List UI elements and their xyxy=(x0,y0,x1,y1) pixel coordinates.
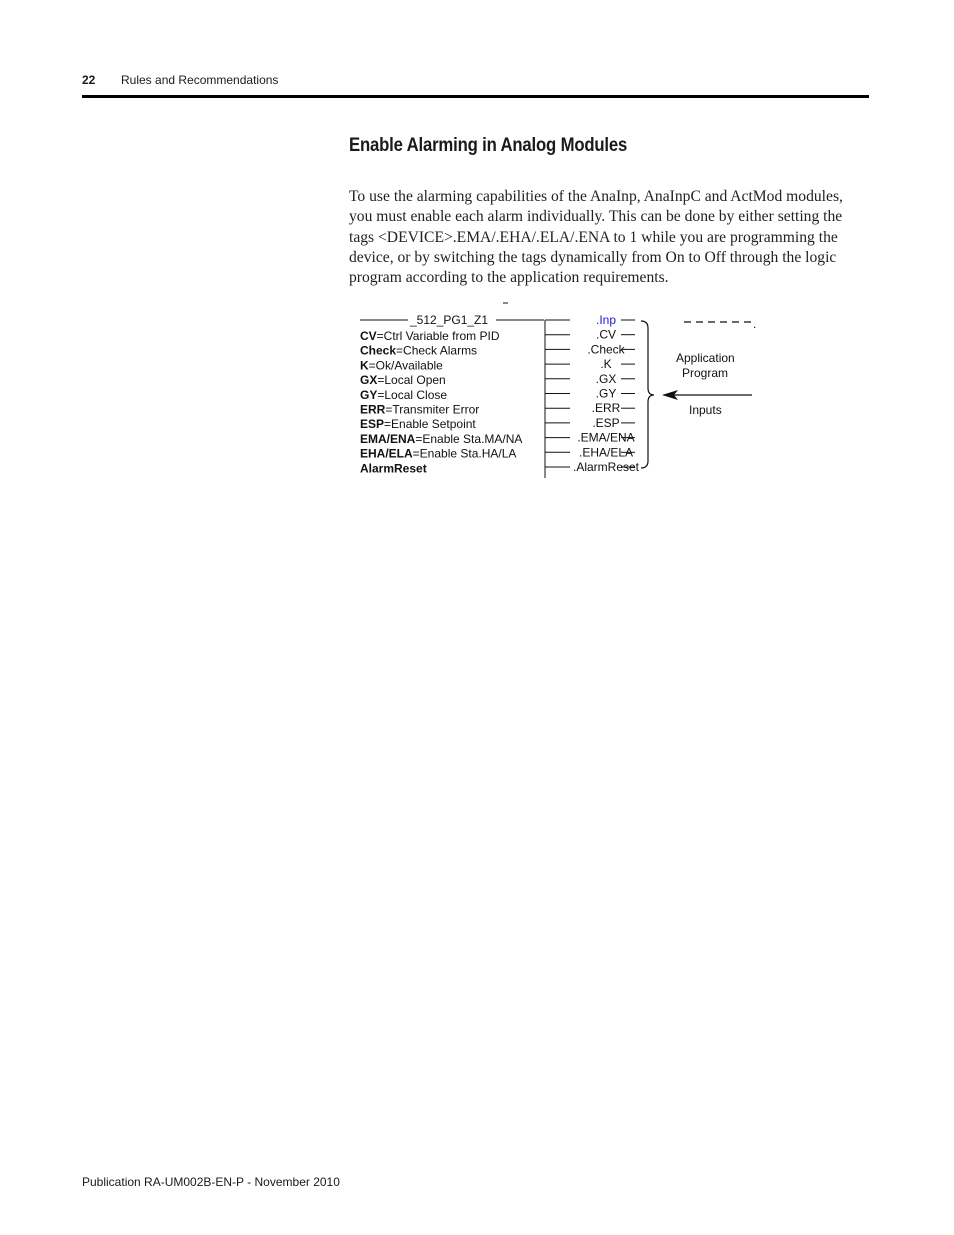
param-name: EHA/ELA xyxy=(360,446,413,461)
tag-label: .CV xyxy=(595,327,617,342)
param-row xyxy=(360,358,443,372)
tag-list xyxy=(545,313,640,474)
param-desc: =Ctrl Variable from PID xyxy=(376,329,500,343)
param-desc: =Ok/Available xyxy=(368,358,443,373)
param-row xyxy=(360,403,479,417)
param-row xyxy=(360,447,516,461)
header-rule xyxy=(82,95,869,98)
inputs-label: Inputs xyxy=(689,403,722,417)
param-name: GX xyxy=(360,373,378,388)
param-name: ESP xyxy=(360,417,385,432)
param-row xyxy=(360,417,476,431)
param-row xyxy=(360,329,500,343)
param-row xyxy=(360,461,427,475)
param-desc: =Local Open xyxy=(377,373,446,388)
param-desc: =Enable Setpoint xyxy=(384,417,476,432)
tag-label: .EMA/ENA xyxy=(577,430,635,445)
block-name: _512_PG1_Z1 xyxy=(410,313,489,327)
param-desc: =Enable Sta.HA/LA xyxy=(412,446,517,461)
tag-label: .K xyxy=(600,357,612,372)
body-paragraph: To use the alarming capabilities of the AnaInp, AnaInpC and ActMod modules, you must enable each alarm individually. This can be done by either setting the tags <DEVICE>.EMA/.EHA/.ELA/.ENA to 1 while you are programming the device, or by switching the tags dynamically from On to Off through the logic program according to the application requirements. xyxy=(349,188,843,287)
tag-label: .AlarmReset xyxy=(572,460,640,474)
param-row xyxy=(360,344,477,358)
param-name: Check xyxy=(360,343,397,358)
tag-label: .Check xyxy=(587,342,625,357)
param-row xyxy=(360,388,447,402)
param-desc: =Check Alarms xyxy=(396,343,478,358)
footer-publication: Publication RA-UM002B-EN-P - November 2010 xyxy=(82,1175,340,1189)
program-label: Program xyxy=(682,366,729,380)
param-desc: =Transmiter Error xyxy=(385,402,480,417)
tag-label: .Inp xyxy=(595,313,617,327)
header-section-title: Rules and Recommendations xyxy=(121,73,279,87)
param-desc: =Local Close xyxy=(377,387,448,402)
param-name: CV xyxy=(360,329,377,343)
param-desc: =Enable Sta.MA/NA xyxy=(415,431,523,446)
param-name: GY xyxy=(360,387,378,402)
alarm-tags-diagram xyxy=(348,296,778,486)
dashed-connector-end: . xyxy=(753,317,757,331)
tag-label: .ESP xyxy=(592,415,620,430)
param-name: AlarmReset xyxy=(360,461,427,476)
param-row xyxy=(360,373,446,387)
param-name: K xyxy=(360,358,369,373)
application-label: Application xyxy=(676,351,735,365)
param-name: EMA/ENA xyxy=(360,431,416,446)
param-list xyxy=(360,329,522,475)
section-heading: Enable Alarming in Analog Modules xyxy=(349,135,628,156)
param-row xyxy=(360,432,522,446)
tags-brace xyxy=(641,321,654,468)
tag-label: .EHA/ELA xyxy=(578,445,634,460)
tag-label: .ERR xyxy=(591,401,621,416)
tag-label: .GX xyxy=(595,371,617,386)
param-name: ERR xyxy=(360,402,386,417)
header-page-number: 22 xyxy=(82,73,96,87)
tag-label: .GY xyxy=(595,386,617,401)
